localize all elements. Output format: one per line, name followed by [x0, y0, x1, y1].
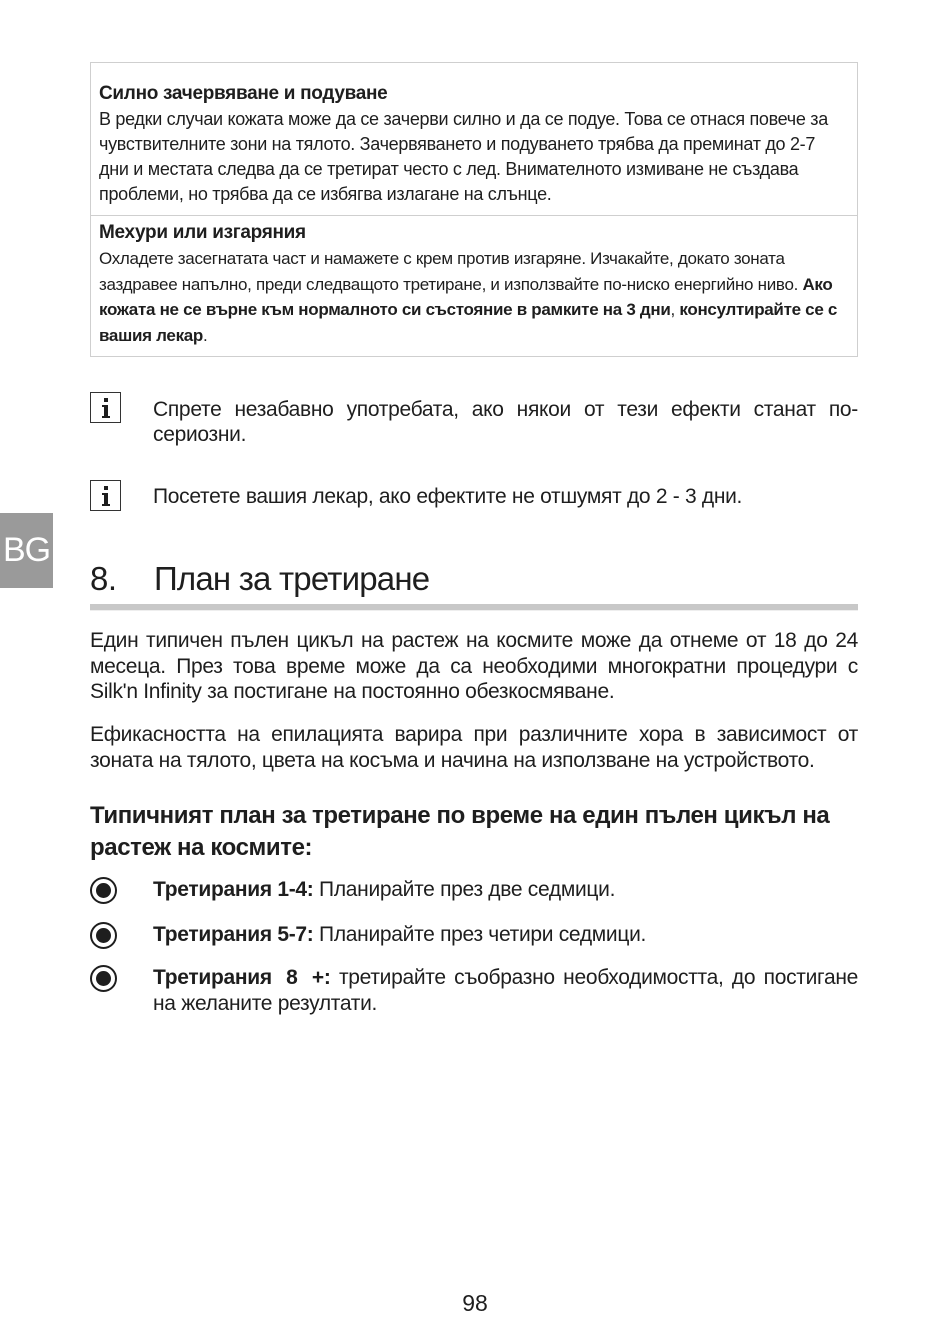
plan-item-description: Планирайте през четири седмици.	[313, 923, 647, 946]
plan-item-label: Третирания 1-4:	[153, 878, 314, 901]
effect-text-bold: консултирайте се с вашия лекар	[99, 300, 838, 345]
info-note	[90, 392, 858, 447]
effect-row-redness	[91, 63, 857, 215]
section-title: План за третиране	[154, 560, 430, 597]
plan-item-description: третирайте съобразно необходимостта, до постигане на желаните резултати.	[153, 966, 858, 1015]
plan-item-text	[153, 922, 858, 948]
plan-item-label: Третирания 8 +:	[153, 966, 331, 989]
effect-text-bold: Ако кожата не се върне към нормалното си състояние в рамките на 3 дни	[99, 274, 833, 319]
plan-subheading: Типичният план за третиране по време на един пълен цикъл на растеж на космите:	[90, 802, 830, 861]
plan-item-description: Планирайте през две седмици.	[313, 878, 616, 901]
note-text: Посетете вашия лекар, ако ефектите не отшумят до 2 - 3 дни.	[153, 485, 743, 508]
language-tab: BG	[0, 513, 53, 588]
plan-list-item	[90, 877, 858, 903]
effect-description: В редки случаи кожата може да се зачерви силно и да се подуе. Това се отнася повече за чувствителните зони на тялото. Зачервяването и подуването трябва да преминат до 2-7 дни и местата следва да се третират често с лед. Внимателното измиване не създава проблеми, но трябва да се избягва излагане на слънце.	[99, 109, 828, 204]
effect-title: Силно зачервяване и подуване	[99, 83, 388, 104]
info-icon	[90, 392, 121, 423]
plan-item-text	[153, 965, 858, 1016]
info-icon	[90, 480, 121, 511]
effect-text-separator: ,	[670, 300, 680, 319]
effect-text-plain: Охладете засегнатата част и намажете с крем против изгаряне. Изчакайте, докато зоната заздравее напълно, преди следващото третиране, и използвайте по-ниско енергийно ниво.	[99, 249, 803, 294]
radio-bullet-icon	[90, 965, 117, 992]
info-note	[90, 480, 858, 509]
effect-title: Мехури или изгаряния	[99, 222, 306, 243]
section-number: 8.	[90, 560, 117, 597]
effect-text-end: .	[203, 325, 208, 345]
plan-item-label: Третирания 5-7:	[153, 923, 314, 946]
effect-description	[99, 246, 849, 348]
effect-row-blisters	[91, 215, 857, 356]
body-paragraph: Един типичен пълен цикъл на растеж на космите може да отнеме от 18 до 24 месеца. През това време може да са необходими многократни процедури с Silk'n Infinity за постигане на постоянно обезкосмяване.	[90, 629, 858, 703]
body-paragraph: Ефикасността на епилацията варира при различните хора в зависимост от зоната на тялото, цвета на косъма и начина на използване на устройството.	[90, 723, 858, 772]
note-text: Спрете незабавно употребата, ако някои от тези ефекти станат по-сериозни.	[153, 398, 858, 446]
plan-item-text	[153, 877, 858, 903]
radio-bullet-icon	[90, 922, 117, 949]
section-divider	[90, 604, 858, 611]
plan-list-item	[90, 922, 858, 948]
radio-bullet-icon	[90, 877, 117, 904]
side-effects-table	[90, 62, 858, 357]
plan-list-item	[90, 965, 858, 1016]
page-number: 98	[462, 1290, 488, 1316]
